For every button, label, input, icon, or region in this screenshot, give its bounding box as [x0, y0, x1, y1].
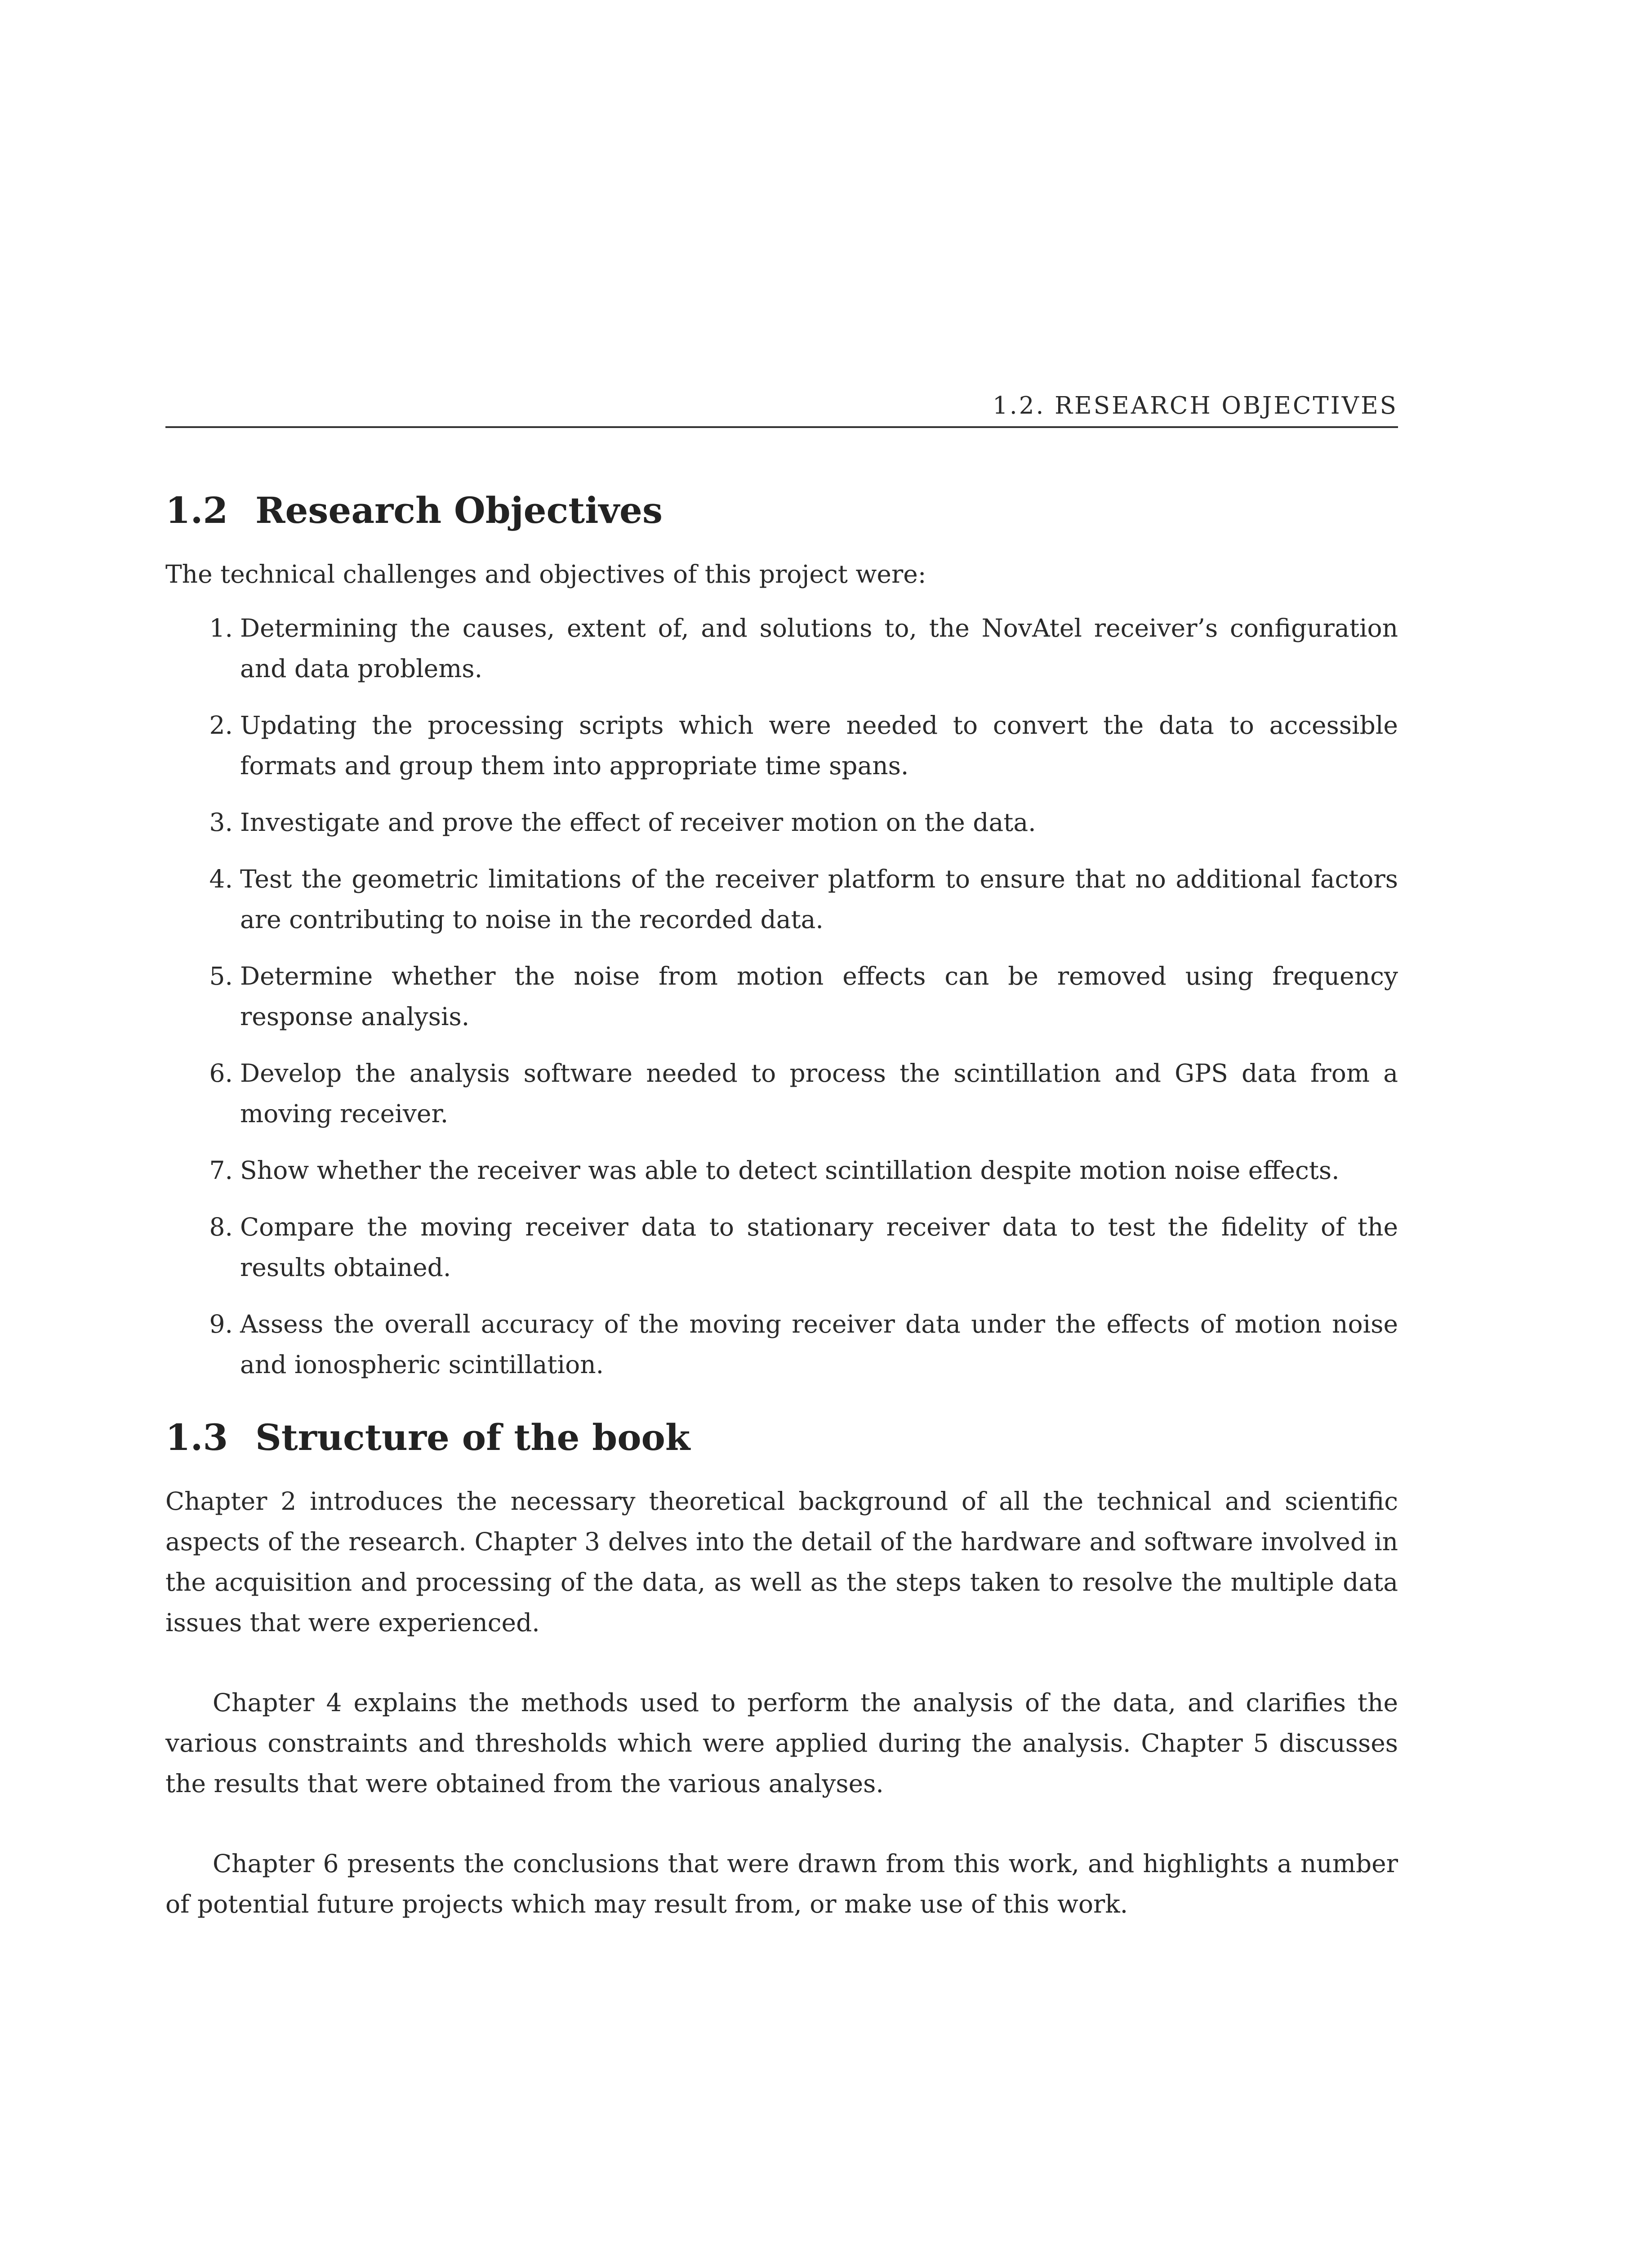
structure-paragraph: Chapter 2 introduces the necessary theoretical background of all the technical and scientific aspects of the research. Chapter 3 delves into the detail of the hardware and software involved in the acquisition and processing of the data, as well as the steps taken to resolve the multiple data issues that were experienced. [165, 1487, 1398, 1637]
list-marker: 4. [209, 865, 233, 893]
objective-text: Compare the moving receiver data to stationary receiver data to test the fidelity of the results obtained. [240, 1213, 1398, 1282]
list-marker: 2. [209, 711, 233, 740]
objective-item [165, 608, 1398, 689]
section-heading-structure [165, 1413, 1398, 1462]
list-marker: 9. [209, 1310, 233, 1338]
objective-text: Updating the processing scripts which were needed to convert the data to accessible formats and group them into appropriate time spans. [240, 711, 1398, 780]
objective-text: Test the geometric limitations of the receiver platform to ensure that no additional factors are contributing to noise in the recorded data. [240, 865, 1398, 934]
objective-item [165, 956, 1398, 1037]
section-number: 1.2 [165, 489, 228, 531]
objective-item [165, 705, 1398, 786]
section-heading-research-objectives [165, 486, 1398, 535]
objective-text: Investigate and prove the effect of receiver motion on the data. [240, 808, 1036, 837]
page-content [165, 486, 1398, 1964]
list-marker: 5. [209, 962, 233, 990]
structure-paragraph: Chapter 4 explains the methods used to perform the analysis of the data, and clarifies the various constraints and thresholds which were applied during the analysis. Chapter 5 discusses the results that were obtained from the various analyses. [165, 1688, 1398, 1798]
objective-item [165, 1304, 1398, 1385]
objective-text: Develop the analysis software needed to process the scintillation and GPS data from a moving receiver. [240, 1059, 1398, 1128]
running-header [165, 390, 1398, 428]
objective-item [165, 1207, 1398, 1288]
objective-item [165, 1053, 1398, 1134]
objective-item [165, 1150, 1398, 1191]
running-header-title: 1.2. RESEARCH OBJECTIVES [993, 392, 1398, 419]
section-number: 1.3 [165, 1416, 228, 1459]
objectives-intro: The technical challenges and objectives of this project were: [165, 560, 926, 589]
section-title: Research Objectives [255, 489, 663, 531]
objectives-list [165, 608, 1398, 1385]
objective-item [165, 802, 1398, 843]
list-marker: 1. [209, 614, 233, 642]
list-marker: 8. [209, 1213, 233, 1241]
objective-text: Determine whether the noise from motion effects can be removed using frequency response analysis. [240, 962, 1398, 1031]
structure-paragraph: Chapter 6 presents the conclusions that were drawn from this work, and highlights a number of potential future projects which may result from, or make use of this work. [165, 1849, 1398, 1918]
objective-text: Assess the overall accuracy of the moving receiver data under the effects of motion noise and ionospheric scintillation. [240, 1310, 1398, 1379]
list-marker: 3. [209, 808, 233, 837]
list-marker: 6. [209, 1059, 233, 1088]
objective-item [165, 859, 1398, 940]
objective-text: Determining the causes, extent of, and solutions to, the NovAtel receiver’s configuration and data problems. [240, 614, 1398, 683]
section-title: Structure of the book [255, 1416, 690, 1459]
list-marker: 7. [209, 1156, 233, 1185]
objective-text: Show whether the receiver was able to detect scintillation despite motion noise effects. [240, 1156, 1340, 1185]
